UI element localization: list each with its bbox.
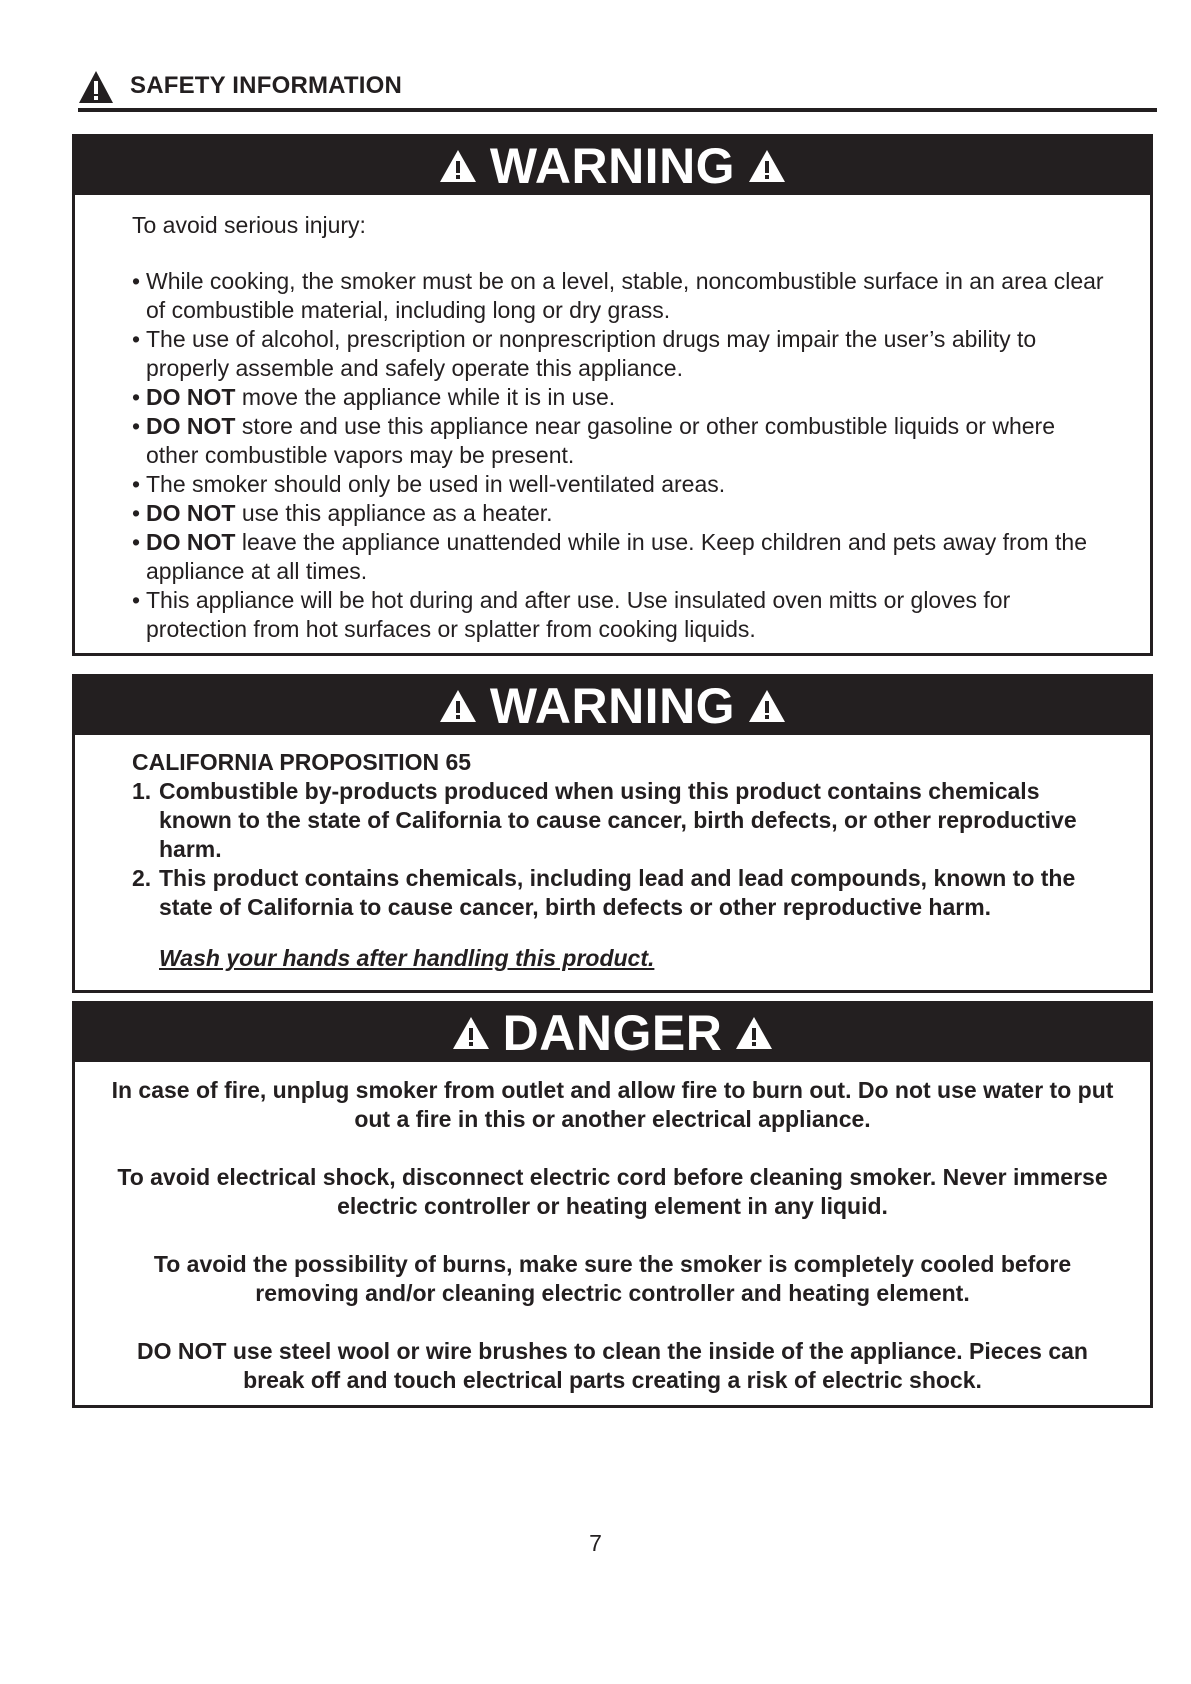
warning-triangle-icon [438, 688, 478, 724]
list-item: • The use of alcohol, prescription or nonprescription drugs may impair the user’s ability to properly assemble and safely operate this appliance. [132, 325, 1110, 383]
danger-paragraph: To avoid the possibility of burns, make sure the smoker is completely cooled before removing and/or cleaning electric controller and heating element. [153, 1251, 1072, 1306]
warning-triangle-icon [747, 688, 787, 724]
prop65-title: CALIFORNIA PROPOSITION 65 [132, 749, 472, 775]
list-item: • This appliance will be hot during and after use. Use insulated oven mitts or gloves for protection from hot surfaces or splatter from cooking liquids. [132, 586, 1110, 644]
warning-triangle-icon [438, 148, 478, 184]
list-item: 1. Combustible by-products produced when using this product contains chemicals known to the state of California to cause cancer, birth defects, or other reproductive harm. [132, 778, 1077, 862]
list-item: • While cooking, the smoker must be on a level, stable, noncombustible surface in an area clear of combustible material, including long or dry grass. [132, 267, 1110, 325]
danger-body [75, 1062, 1150, 1395]
warning-banner [75, 677, 1150, 735]
general-warning-panel [72, 134, 1153, 656]
section-title: SAFETY INFORMATION [130, 72, 403, 99]
danger-paragraph: DO NOT use steel wool or wire brushes to clean the inside of the appliance. Pieces can break off and touch electrical parts creating a risk of electric shock. [137, 1338, 1088, 1393]
warning-triangle-icon [747, 148, 787, 184]
warning-banner [75, 137, 1150, 195]
warning-body [75, 195, 1150, 644]
list-item: 2. This product contains chemicals, including lead and lead compounds, known to the state of California to cause cancer, birth defects or other reproductive harm. [132, 865, 1076, 920]
danger-panel [72, 1001, 1153, 1408]
danger-paragraph: In case of fire, unplug smoker from outlet and allow fire to burn out. Do not use water to put out a fire in this or another electrical appliance. [111, 1077, 1114, 1132]
danger-banner [75, 1004, 1150, 1062]
section-header [78, 70, 1157, 112]
wash-hands-notice: Wash your hands after handling this product. [159, 945, 655, 971]
list-item: • DO NOT move the appliance while it is in use. [132, 383, 1110, 412]
danger-paragraph: To avoid electrical shock, disconnect electric cord before cleaning smoker. Never immerse electric controller or heating element in any liquid. [117, 1164, 1108, 1219]
warning-triangle-icon [734, 1015, 774, 1051]
page-number: 7 [589, 1530, 602, 1556]
banner-label: WARNING [489, 138, 736, 194]
warning-triangle-icon [451, 1015, 491, 1051]
list-item: • DO NOT store and use this appliance near gasoline or other combustible liquids or where other combustible vapors may be present. [132, 412, 1110, 470]
banner-label: WARNING [489, 678, 736, 734]
warning-triangle-icon [78, 70, 114, 104]
list-item: • DO NOT leave the appliance unattended while in use. Keep children and pets away from the appliance at all times. [132, 528, 1110, 586]
prop65-body [75, 735, 1150, 973]
prop65-list [132, 777, 1110, 922]
prop65-warning-panel [72, 674, 1153, 993]
warning-intro: To avoid serious injury: [132, 212, 366, 238]
list-item: • DO NOT use this appliance as a heater. [132, 499, 1110, 528]
list-item: • The smoker should only be used in well-ventilated areas. [132, 470, 1110, 499]
banner-label: DANGER [502, 1005, 723, 1061]
warning-list [132, 267, 1110, 644]
